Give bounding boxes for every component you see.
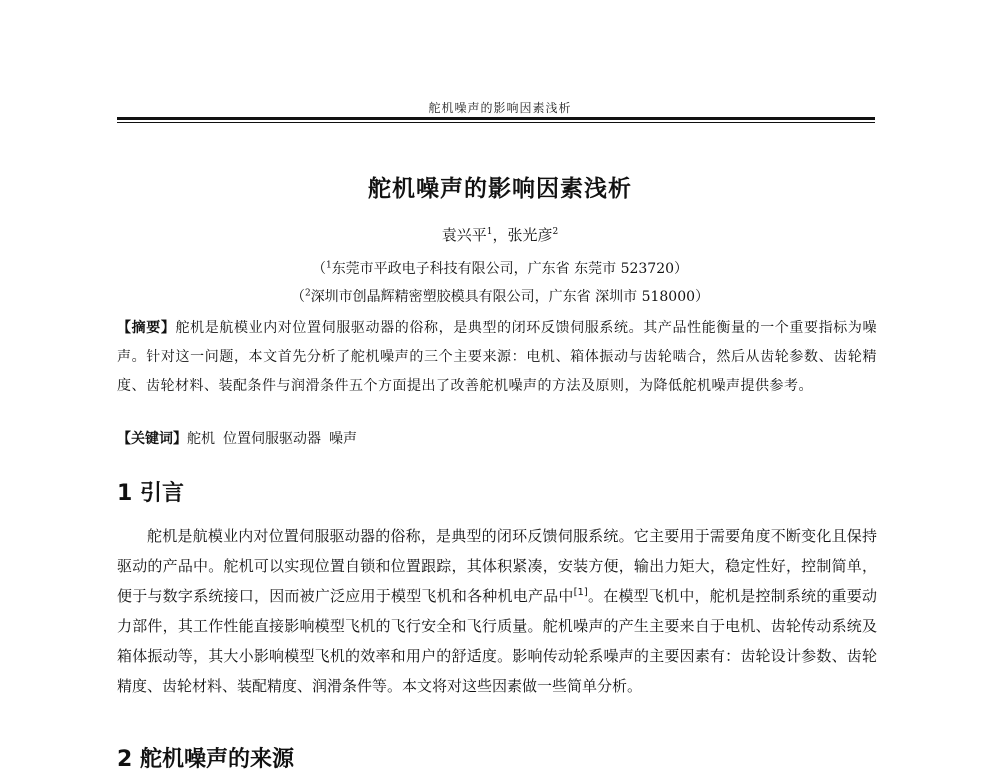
affiliation-2-text: 深圳市创晶辉精密塑胶模具有限公司，广东省 深圳市 518000） [310,289,710,305]
affiliation-2-open: （ [290,289,305,305]
running-header: 舵机噪声的影响因素浅析 [428,101,572,115]
citation-ref[interactable]: [1] [573,587,588,598]
affiliation-2 [0,286,1000,306]
author-line [0,224,1000,245]
keyword-item: 位置伺服驱动器 [223,431,321,447]
paragraph-text-part-2: 。在模型飞机中，舵机是控制系统的重要动力部件，其工作性能直接影响模型飞机的飞行安全和飞行质量。舵机噪声的产生主要来自于电机、齿轮传动系统及箱体振动等，其大小影响模型飞机的效率和用户的舒适度。影响传动轮系噪声的主要因素有：齿轮设计参数、齿轮精度、齿轮材料、装配精度、润滑条件等。本文将对这些因素做一些简单分析。 [117,587,877,695]
affiliation-1-mark: 1 [325,260,332,271]
affiliation-1 [0,258,1000,278]
affiliation-2-mark: 2 [304,288,311,299]
keyword-item: 舵机 [187,431,215,447]
section-1-paragraph [117,521,877,701]
keywords-label: 【关键词】 [117,431,187,447]
author-separator: ， [492,226,508,244]
section-1-heading: 1 引言 [117,481,184,506]
paper-title: 舵机噪声的影响因素浅析 [368,176,632,202]
abstract-label: 【摘要】 [117,320,176,336]
section-2-heading: 2 舵机噪声的来源 [117,747,294,772]
header-rule-thin [117,122,875,123]
keyword-item: 噪声 [329,431,357,447]
affiliation-1-text: 东莞市平政电子科技有限公司，广东省 东莞市 523720） [331,261,689,277]
author-2: 张光彦 [507,226,553,244]
author-1: 袁兴平 [441,226,487,244]
keywords [117,427,877,451]
author-2-mark: 2 [552,227,559,237]
abstract-text: 舵机是航模业内对位置伺服驱动器的俗称，是典型的闭环反馈伺服系统。其产品性能衡量的一个重要指标为噪声。针对这一问题，本文首先分析了舵机噪声的三个主要来源：电机、箱体振动与齿轮啮合，然后从齿轮参数、齿轮精度、齿轮材料、装配条件与润滑条件五个方面提出了改善舵机噪声的方法及原则，为降低舵机噪声提供参考。 [117,320,878,394]
header-rule-thick [117,117,875,120]
author-1-mark: 1 [486,227,493,237]
affiliation-1-open: （ [311,261,326,277]
paragraph-text-part-1: 舵机是航模业内对位置伺服驱动器的俗称，是典型的闭环反馈伺服系统。它主要用于需要角度不断变化且保持驱动的产品中。舵机可以实现位置自锁和位置跟踪，其体积紧凑，安装方便，输出力矩大，稳定性好，控制简单，便于与数字系统接口，因而被广泛应用于模型飞机和各种机电产品中 [117,527,877,605]
abstract [117,314,877,401]
